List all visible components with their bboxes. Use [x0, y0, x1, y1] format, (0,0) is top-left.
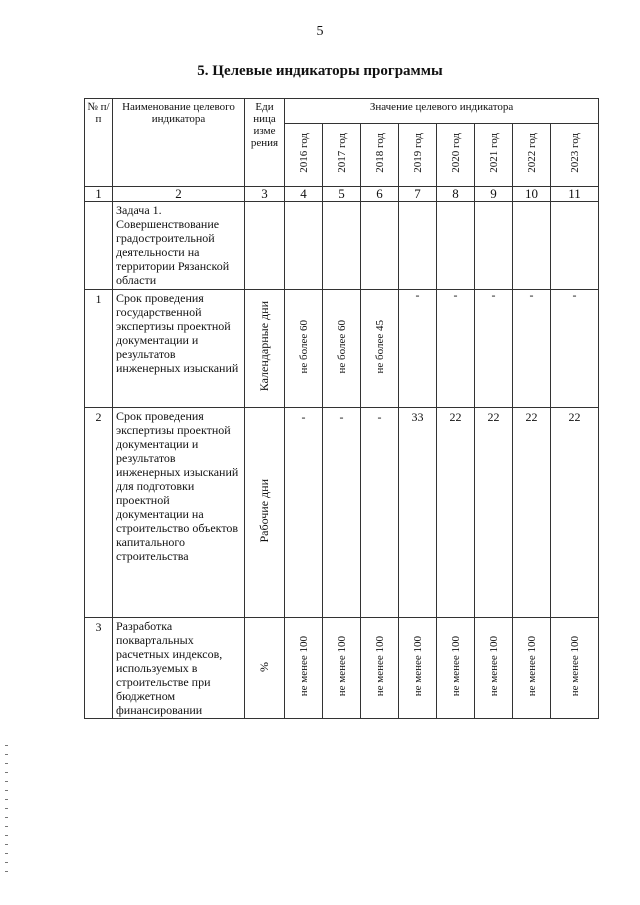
indicator-value: не менее 100	[323, 618, 361, 719]
row-number: 3	[85, 618, 113, 719]
header-unit: Еди ница изме рения	[245, 99, 285, 187]
table-row	[85, 290, 599, 408]
header-year: 2017 год	[323, 124, 361, 187]
indicator-unit: %	[245, 618, 285, 719]
indicator-name: Срок проведения экспертизы проектной документации и результатов инженерных изысканий для подготовки проектной документации на строительство объектов капитального строительства	[113, 408, 245, 618]
indicator-value: -	[551, 290, 599, 408]
page-number: 5	[316, 24, 324, 39]
indicator-unit: Рабочие дни	[245, 408, 285, 618]
header-year: 2022 год	[513, 124, 551, 187]
indicator-unit: Календарные дни	[245, 290, 285, 408]
header-year: 2021 год	[475, 124, 513, 187]
column-number: 6	[361, 187, 399, 202]
indicator-value: 33	[399, 408, 437, 618]
indicator-value: -	[285, 408, 323, 618]
indicator-value: -	[323, 408, 361, 618]
column-number: 7	[399, 187, 437, 202]
indicator-value: не более 45	[361, 290, 399, 408]
indicator-value: не менее 100	[513, 618, 551, 719]
indicator-value: -	[361, 408, 399, 618]
indicator-value: 22	[475, 408, 513, 618]
scan-edge-marks	[5, 745, 8, 875]
indicator-value: -	[399, 290, 437, 408]
column-number: 8	[437, 187, 475, 202]
header-year: 2019 год	[399, 124, 437, 187]
indicator-value: 22	[437, 408, 475, 618]
task-row	[85, 202, 599, 290]
column-number-row	[85, 187, 599, 202]
header-no: № п/п	[85, 99, 113, 187]
header-name: Наименование целевого индикатора	[113, 99, 245, 187]
task-label: Задача 1. Совершенствование градостроительной деятельности на территории Рязанской области	[113, 202, 245, 290]
section-title: 5. Целевые индикаторы программы	[197, 63, 443, 79]
column-number: 4	[285, 187, 323, 202]
column-number: 11	[551, 187, 599, 202]
header-year: 2016 год	[285, 124, 323, 187]
indicator-value: -	[475, 290, 513, 408]
column-number: 9	[475, 187, 513, 202]
column-number: 5	[323, 187, 361, 202]
header-value: Значение целевого индикатора	[285, 99, 599, 124]
indicator-value: не более 60	[285, 290, 323, 408]
indicator-value: не менее 100	[361, 618, 399, 719]
indicator-value: -	[437, 290, 475, 408]
indicator-name: Срок проведения государственной экспертизы проектной документации и результатов инженерных изысканий	[113, 290, 245, 408]
indicator-value: не менее 100	[399, 618, 437, 719]
header-year: 2020 год	[437, 124, 475, 187]
table-row	[85, 408, 599, 618]
table-row	[85, 618, 599, 719]
indicator-value: не менее 100	[285, 618, 323, 719]
indicator-name: Разработка поквартальных расчетных индексов, используемых в строительстве при бюджетном финансировании	[113, 618, 245, 719]
indicator-value: 22	[513, 408, 551, 618]
column-number: 3	[245, 187, 285, 202]
indicators-table	[84, 98, 599, 719]
indicator-value: не менее 100	[551, 618, 599, 719]
row-number: 2	[85, 408, 113, 618]
column-number: 1	[85, 187, 113, 202]
indicator-value: не более 60	[323, 290, 361, 408]
header-year: 2018 год	[361, 124, 399, 187]
indicator-value: не менее 100	[475, 618, 513, 719]
column-number: 2	[113, 187, 245, 202]
header-row	[85, 99, 599, 124]
header-year: 2023 год	[551, 124, 599, 187]
indicator-value: -	[513, 290, 551, 408]
indicator-value: не менее 100	[437, 618, 475, 719]
column-number: 10	[513, 187, 551, 202]
row-number: 1	[85, 290, 113, 408]
indicator-value: 22	[551, 408, 599, 618]
